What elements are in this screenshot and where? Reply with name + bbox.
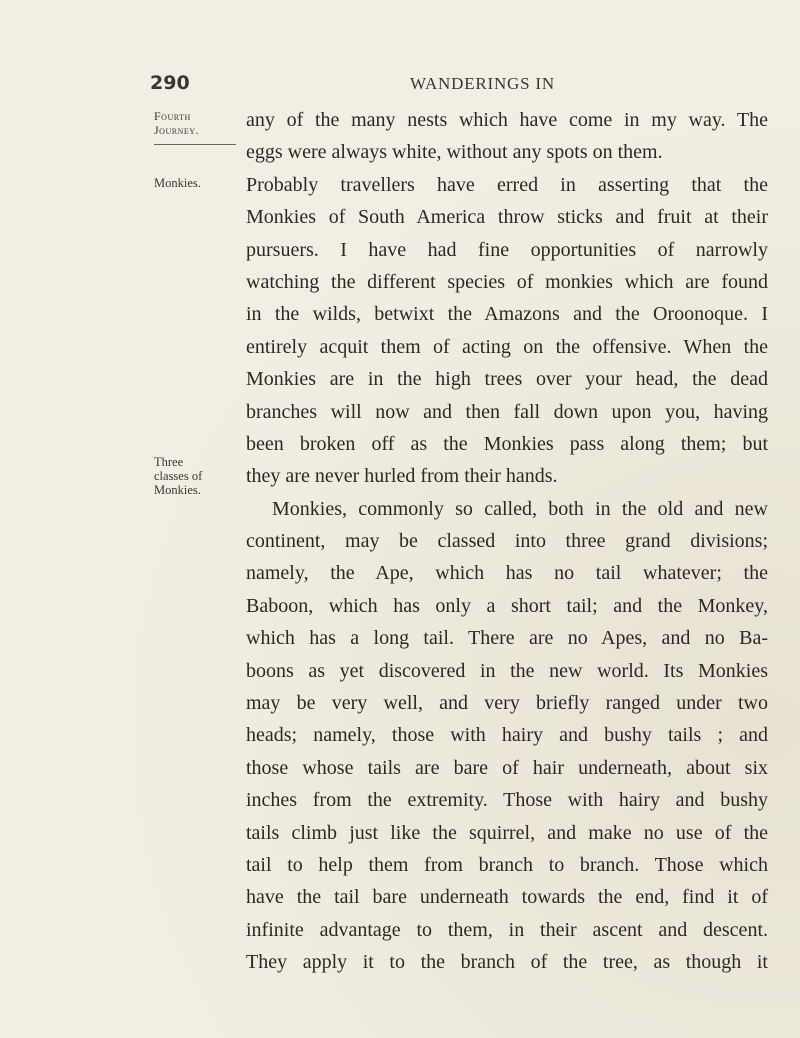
text-line: Monkies, commonly so called, both in the old and new [272, 497, 768, 520]
text-line: branches will now and then fall down upon you, having [246, 400, 768, 423]
margin-note-journey [154, 109, 199, 137]
text-line: may be very well, and very briefly ranged under two [246, 692, 768, 715]
margin-note-three-classes [154, 455, 202, 497]
text-line: heads; namely, those with hairy and bushy tails ; and [246, 724, 768, 747]
text-line: Probably travellers have erred in asserting that the [246, 173, 768, 196]
text-line: entirely acquit them of acting on the offensive. When the [246, 335, 768, 358]
text-line: namely, the Ape, which has no tail whatever; the [246, 562, 768, 585]
running-head: WANDERINGS IN [410, 74, 555, 93]
margin-note-journey-line2: Journey. [154, 123, 200, 137]
page-number: 290 [150, 72, 190, 94]
text-line: been broken off as the Monkies pass along them; but [246, 432, 768, 455]
margin-note-three-line1: Three [154, 455, 184, 469]
text-line: in the wilds, betwixt the Amazons and the Oroonoque. I [246, 303, 768, 326]
margin-note-journey-line1: Fourth [154, 109, 191, 123]
text-line: continent, may be classed into three grand divisions; [246, 530, 768, 553]
text-line: Monkies of South America throw sticks and fruit at their [246, 206, 768, 229]
text-line: inches from the extremity. Those with hairy and bushy [246, 789, 768, 812]
text-line: Monkies are in the high trees over your head, the dead [246, 368, 768, 391]
text-line: They apply it to the branch of the tree, as though it [246, 951, 768, 974]
text-line: infinite advantage to them, in their ascent and descent. [246, 918, 768, 941]
margin-note-three-line2: classes of [154, 469, 203, 483]
text-line: eggs were always white, without any spots on them. [246, 141, 663, 164]
margin-rule [154, 144, 236, 145]
text-line: have the tail bare underneath towards the end, find it of [246, 886, 768, 909]
text-line: they are never hurled from their hands. [246, 465, 558, 488]
text-line: tails climb just like the squirrel, and make no use of the [246, 821, 768, 844]
margin-note-monkies: Monkies. [154, 176, 201, 190]
text-line: any of the many nests which have come in my way. The [246, 109, 768, 131]
text-line: tail to help them from branch to branch. Those which [246, 853, 768, 876]
text-line: those whose tails are bare of hair underneath, about six [246, 756, 768, 779]
page-header [0, 72, 800, 96]
text-line: boons as yet discovered in the new world. Its Monkies [246, 659, 768, 682]
text-line: which has a long tail. There are no Apes, and no Ba- [246, 627, 768, 650]
margin-note-three-line3: Monkies. [154, 483, 201, 497]
body-text [246, 104, 768, 979]
text-line: watching the different species of monkies which are found [246, 270, 768, 293]
text-line: Baboon, which has only a short tail; and the Monkey, [246, 594, 768, 617]
text-line: pursuers. I have had fine opportunities of narrowly [246, 238, 768, 261]
